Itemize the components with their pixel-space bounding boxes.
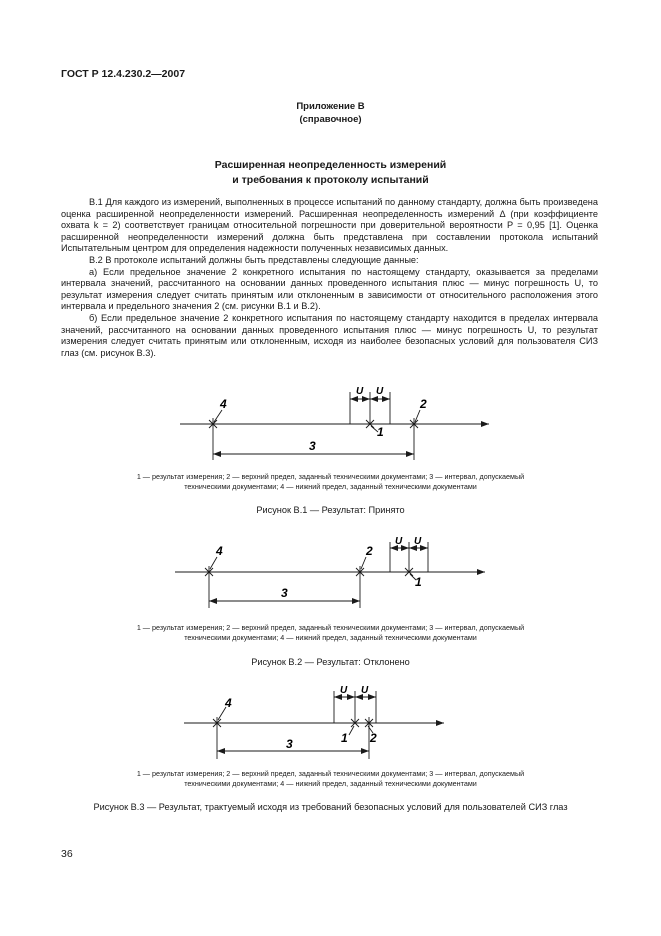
label-2: 2 [366, 544, 373, 558]
page-number: 36 [61, 848, 73, 860]
label-2: 2 [370, 731, 377, 745]
leader-4 [210, 557, 217, 569]
label-4: 4 [220, 397, 227, 411]
label-u: U [356, 386, 364, 397]
leader-2 [361, 557, 366, 569]
figure-b1-diagram [0, 380, 661, 470]
section-heading [0, 158, 661, 188]
label-4: 4 [216, 544, 223, 558]
body-text [61, 197, 598, 359]
leader-4 [214, 410, 222, 422]
label-u: U [395, 536, 403, 547]
paragraph: В.2 В протоколе испытаний должны быть представлены следующие данные: [89, 254, 419, 265]
label-4: 4 [225, 696, 232, 710]
label-u: U [340, 685, 348, 696]
label-u: U [361, 685, 369, 696]
label-1: 1 [377, 425, 384, 439]
figure-b2-title: Рисунок В.2 — Результат: Отклонено [251, 657, 410, 667]
figure-b2-diagram [0, 532, 661, 622]
paragraph: а) Если предельное значение 2 конкретного испытания по настоящему стандарту, оказывается за пределами интервала значений, рассчитанного на основании данных проведенного испытания плюс — минус погрешность U, то результат измерения следует считать принятым или отклоненным в зависимости от относительного расположения этого интервала и предельного значения 2 (см. рисунки В.1 и В.2). [61, 266, 598, 312]
paragraph: б) Если предельное значение 2 конкретного испытания по настоящему стандарту находится в пределах интервала значений, рассчитанного на основании данных проведенного испытания плюс — минус погрешность U, то результат измерения следует считать принятым или отклоненным, исходя из наиболее безопасных условий для пользователя СИЗ глаз (см. рисунок В.3). [61, 312, 598, 358]
label-3: 3 [286, 737, 293, 751]
legend-line: 1 — результат измерения; 2 — верхний предел, заданный техническими документами; 3 — интервал, допускаемый [136, 769, 525, 778]
legend-line: 1 — результат измерения; 2 — верхний предел, заданный техническими документами; 3 — интервал, допускаемый [136, 623, 525, 632]
figure-b1-legend [60, 472, 601, 492]
label-1: 1 [341, 731, 348, 745]
legend-line: 1 — результат измерения; 2 — верхний предел, заданный техническими документами; 3 — интервал, допускаемый [136, 472, 525, 481]
paragraph: В.1 Для каждого из измерений, выполненных в процессе испытаний по данному стандарту, должна быть произведена оценка расширенной неопределенности измерений. Расширенная неопределенность измерений Δ (при коэффициенте охвата k = 2) соответствует границам относительной погрешности при доверительной вероятности P = 0,95 [1]. Оценка расширенной неопределенности измерений должна быть представлена при составлении протокола испытаний Испытательным центром для определения надежности полученных независимых данных. [61, 197, 598, 254]
legend-line: техническими документами; 4 — нижний предел, заданный техническими документами [184, 482, 477, 491]
figure-b2-legend [60, 623, 601, 643]
document-header: ГОСТ Р 12.4.230.2—2007 [61, 68, 186, 80]
label-u: U [376, 386, 384, 397]
leader-1 [349, 726, 354, 735]
legend-line: техническими документами; 4 — нижний предел, заданный техническими документами [184, 779, 477, 788]
label-2: 2 [420, 397, 427, 411]
label-u: U [414, 536, 422, 547]
label-3: 3 [309, 439, 316, 453]
figure-b3-legend [60, 769, 601, 789]
appendix-heading [0, 100, 661, 126]
label-3: 3 [281, 586, 288, 600]
section-title-line2: и требования к протоколу испытаний [232, 174, 429, 186]
section-title-line1: Расширенная неопределенность измерений [214, 159, 447, 171]
label-1: 1 [415, 575, 422, 589]
figure-b3-title: Рисунок В.3 — Результат, трактуемый исходя из требований безопасных условий для пользователей СИЗ глаз [93, 802, 568, 812]
appendix-title: Приложение В [296, 101, 365, 112]
figure-b3-diagram [0, 683, 661, 768]
figure-b1-title: Рисунок В.1 — Результат: Принято [256, 505, 405, 515]
legend-line: техническими документами; 4 — нижний предел, заданный техническими документами [184, 633, 477, 642]
appendix-subtitle: (справочное) [299, 114, 362, 125]
